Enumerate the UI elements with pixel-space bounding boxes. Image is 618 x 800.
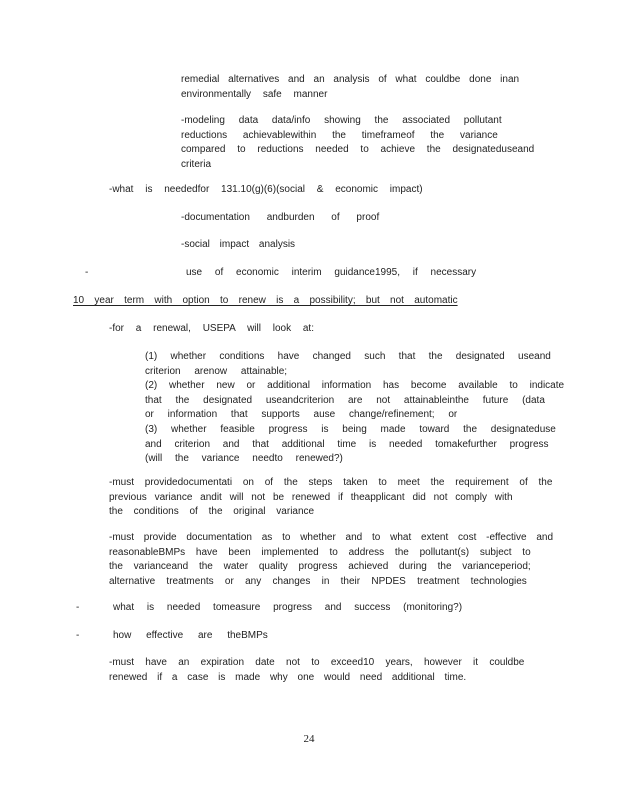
bullet-dash: -: [76, 630, 80, 641]
text-line: reductions achievablewithin the timeframeof the variance: [181, 129, 498, 141]
must-provide-documentation-paragraph: [109, 476, 552, 520]
text-line: the conditions of the original variance: [109, 506, 315, 518]
must-provide-bmps-paragraph: [109, 531, 553, 589]
documentation-item: [181, 211, 379, 226]
bullet-dash: -: [85, 267, 89, 278]
text-line: environmentally safe manner: [181, 88, 328, 100]
text-line: what is needed tomeasure progress and success (monitoring?): [113, 602, 463, 613]
text-line: compared to reductions needed to achieve the designateduseand: [181, 144, 535, 156]
modeling-paragraph: [181, 114, 534, 172]
text-line: and criterion and that additional time is needed tomakefurther progress: [145, 438, 549, 450]
text-line: -must provide documentation as to whether and to what extent cost -effective and: [109, 532, 554, 543]
measure-progress-item: [113, 601, 462, 616]
economic-guidance-item: [186, 266, 476, 281]
text-line: how effective are theBMPs: [113, 630, 268, 641]
renewal-item: [109, 322, 314, 337]
text-line: criterion arenow attainable;: [145, 365, 288, 377]
text-line: -for a renewal, USEPA will look at:: [109, 323, 314, 334]
text-line: 10 year term with option to renew is a possibility; but not automatic: [73, 295, 458, 306]
text-line: (2) whether new or additional information has become available to indicate: [145, 380, 565, 392]
text-line: -must providedocumentati on of the steps taken to meet the requirement of the: [109, 477, 553, 488]
text-line: criteria: [181, 158, 212, 170]
renewal-criteria-list: [145, 350, 564, 467]
text-line: that the designated useandcriterion are not attainableinthe future (data: [145, 394, 545, 406]
text-line: use of economic interim guidance1995, if necessary: [186, 267, 477, 278]
text-line: alternative treatments or any changes in their NPDES treatment technologies: [109, 575, 527, 587]
text-line: or information that supports ause change/refinement; or: [145, 409, 458, 421]
text-line: -must have an expiration date not to exceed10 years, however it couldbe: [109, 657, 525, 668]
text-line: the varianceand the water quality progress achieved during the varianceperiod;: [109, 561, 531, 573]
text-line: renewed if a case is made why one would need additional time.: [109, 671, 467, 683]
expiration-paragraph: [109, 656, 524, 685]
social-impact-item: [181, 238, 295, 253]
text-line: -social impact analysis: [181, 239, 296, 250]
what-needed-item: [109, 183, 423, 198]
text-line: (3) whether feasible progress is being made toward the designateduse: [145, 423, 556, 435]
text-line: -modeling data data/info showing the associated pollutant: [181, 115, 502, 126]
bullet-dash: -: [76, 602, 80, 613]
text-line: (will the variance needto renewed?): [145, 453, 343, 465]
text-line: -documentation andburden of proof: [181, 212, 380, 223]
ten-year-term-heading: [73, 294, 458, 309]
bmps-effective-item: [113, 629, 268, 644]
text-line: previous variance andit will not be renewed if theapplicant did not comply with: [109, 491, 513, 503]
text-line: (1) whether conditions have changed such that the designated useand: [145, 351, 551, 362]
page-number: 24: [303, 733, 315, 745]
remedial-paragraph: [181, 73, 519, 102]
text-line: -what is neededfor 131.10(g)(6)(social & economic impact): [109, 184, 423, 195]
text-line: reasonableBMPs have been implemented to address the pollutant(s) subject to: [109, 546, 531, 558]
text-line: remedial alternatives and an analysis of what couldbe done inan: [181, 74, 520, 85]
